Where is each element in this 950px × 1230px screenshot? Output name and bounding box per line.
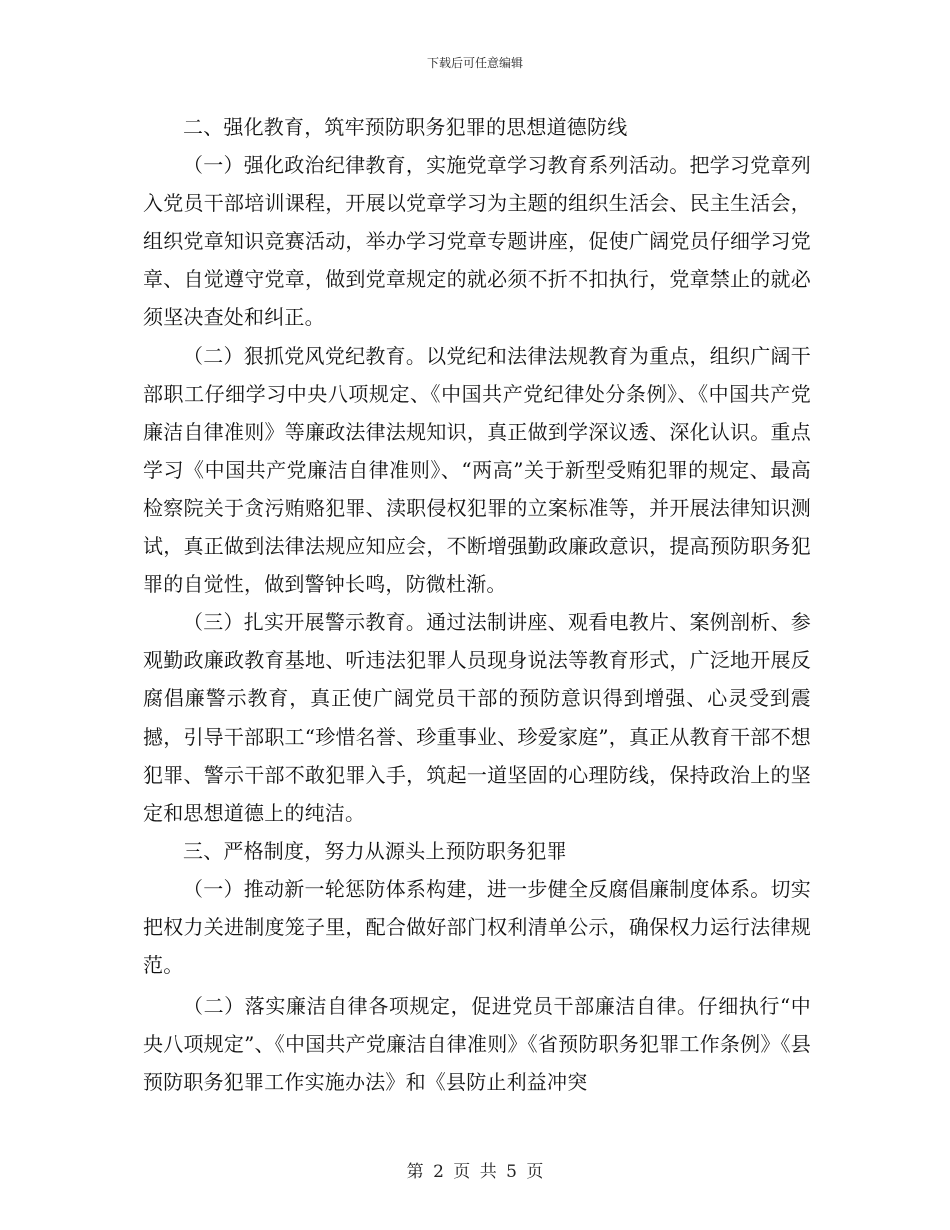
section-heading-2: 二、强化教育，筑牢预防职务犯罪的思想道德防线 [183,115,628,139]
page-header: 下载后可任意编辑 [426,56,523,70]
page-footer: 第 2 页 共 5 页 [406,1162,544,1182]
body-paragraph: （二）落实廉洁自律各项规定，促进党员干部廉洁自律。仔细执行“中央八项规定”、《中国共产党廉洁自律准则》《省预防职务犯罪工作条例》《县预防职务犯罪工作实施办法》和《县防止利益冲突 [143,994,811,1095]
body-paragraph: （二）狠抓党风党纪教育。以党纪和法律法规教育为重点，组织广阔干部职工仔细学习中央八项规定、《中国共产党纪律处分条例》、《中国共产党廉洁自律准则》等廉政法律法规知识，真正做到学深议透、深化认识。重点学习《中国共产党廉洁自律准则》、“两高”关于新型受贿犯罪的规定、最高检察院关于贪污贿赂犯罪、渎职侵权犯罪的立案标准等，并开展法律知识测试，真正做到法律法规应知应会，不断增强勤政廉政意识，提高预防职务犯罪的自觉性，做到警钟长鸣，防微杜渐。 [143,343,811,597]
body-paragraph: （一）推动新一轮惩防体系构建，进一步健全反腐倡廉制度体系。切实把权力关进制度笼子里，配合做好部门权利清单公示，确保权力运行法律规范。 [143,876,811,978]
body-paragraph: （一）强化政治纪律教育，实施党章学习教育系列活动。把学习党章列入党员干部培训课程，开展以党章学习为主题的组织生活会、民主生活会，组织党章知识竞赛活动，举办学习党章专题讲座，促使广阔党员仔细学习党章、自觉遵守党章，做到党章规定的就必须不折不扣执行，党章禁止的就必须坚决查处和纠正。 [143,153,811,330]
body-paragraph: （三）扎实开展警示教育。通过法制讲座、观看电教片、案例剖析、参观勤政廉政教育基地、听违法犯罪人员现身说法等教育形式，广泛地开展反腐倡廉警示教育，真正使广阔党员干部的预防意识得到增强、心灵受到震撼，引导干部职工“珍惜名誉、珍重事业、珍爱家庭”，真正从教育干部不想犯罪、警示干部不敢犯罪入手，筑起一道坚固的心理防线，保持政治上的坚定和思想道德上的纯洁。 [143,610,811,825]
document-body [143,108,811,1101]
section-heading-3: 三、严格制度，努力从源头上预防职务犯罪 [183,838,567,863]
